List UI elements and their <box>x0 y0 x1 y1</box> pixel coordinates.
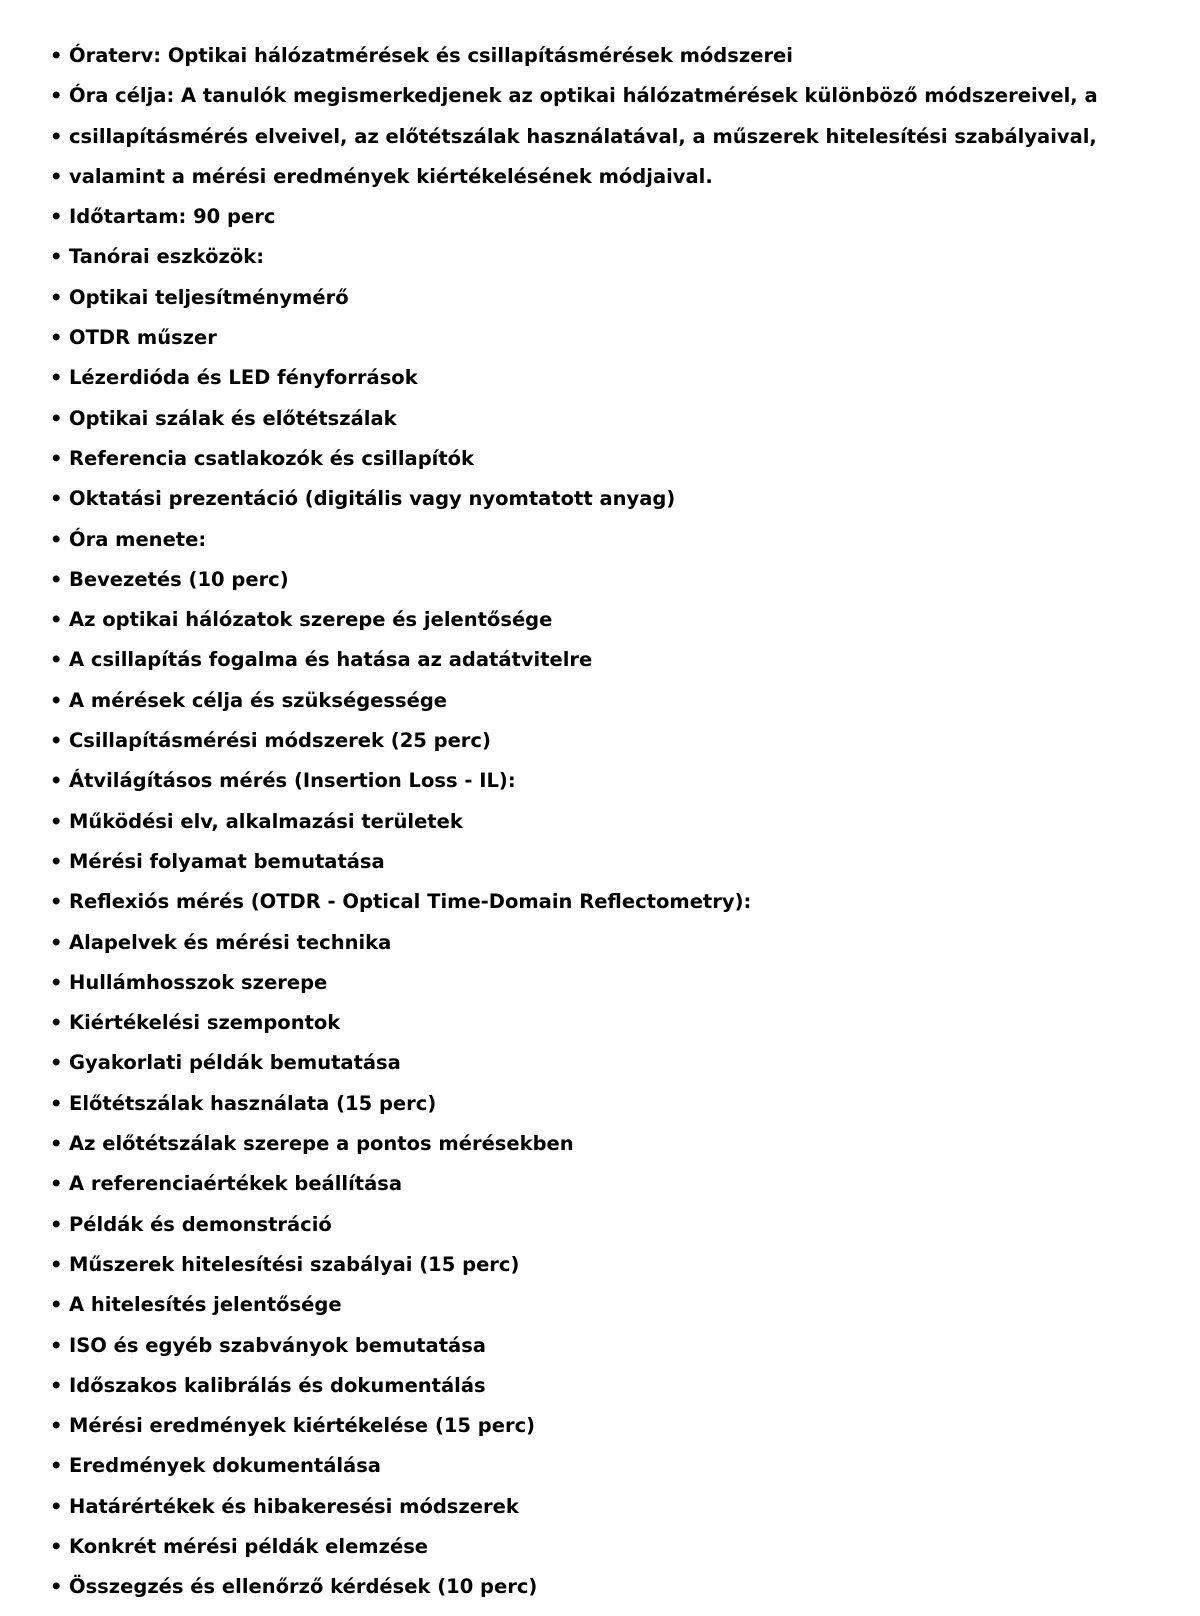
bullet-icon: • <box>50 44 63 67</box>
bullet-icon: • <box>50 406 63 430</box>
list-item <box>50 890 1180 930</box>
list-item <box>50 1051 1180 1091</box>
bullet-icon: • <box>50 84 63 108</box>
bullet-icon: • <box>50 1534 63 1558</box>
bullet-icon: • <box>50 366 63 390</box>
bullet-list <box>50 44 1180 1616</box>
list-item-text: Lézerdióda és LED fényforrások <box>69 366 418 390</box>
bullet-icon: • <box>50 1575 63 1599</box>
list-item-text: valamint a mérési eredmények kiértékelésének módjaival. <box>69 164 713 188</box>
list-item-text: csillapításmérés elveivel, az előtétszálak használatával, a műszerek hitelesítési szabályaival, <box>69 124 1097 148</box>
list-item <box>50 1414 1180 1454</box>
list-item <box>50 1132 1180 1172</box>
list-item <box>50 407 1180 447</box>
list-item <box>50 165 1180 205</box>
list-item-text: Referencia csatlakozók és csillapítók <box>69 446 475 470</box>
bullet-icon: • <box>50 1293 63 1317</box>
list-item <box>50 689 1180 729</box>
bullet-icon: • <box>50 124 63 148</box>
list-item-text: Alapelvek és mérési technika <box>69 930 392 954</box>
list-item-text: Gyakorlati példák bemutatása <box>69 1051 401 1075</box>
bullet-icon: • <box>50 1011 63 1035</box>
bullet-icon: • <box>50 326 63 350</box>
list-item <box>50 810 1180 850</box>
list-item-text: ISO és egyéb szabványok bemutatása <box>69 1333 486 1357</box>
bullet-icon: • <box>50 1414 63 1438</box>
list-item <box>50 1374 1180 1414</box>
list-item-text: Időszakos kalibrálás és dokumentálás <box>69 1373 486 1397</box>
list-item <box>50 84 1180 124</box>
list-item <box>50 931 1180 971</box>
list-item-text: Működési elv, alkalmazási területek <box>69 809 463 833</box>
list-item-text: A hitelesítés jelentősége <box>69 1293 342 1317</box>
bullet-icon: • <box>50 849 63 873</box>
bullet-icon: • <box>50 245 63 269</box>
list-item-text: Összegzés és ellenőrző kérdések (10 perc) <box>69 1575 538 1599</box>
list-item <box>50 971 1180 1011</box>
list-item <box>50 1454 1180 1494</box>
list-item <box>50 769 1180 809</box>
list-item-text: Konkrét mérési példák elemzése <box>69 1534 429 1558</box>
list-item-text: Óraterv: Optikai hálózatmérések és csillapításmérések módszerei <box>69 44 793 67</box>
bullet-icon: • <box>50 164 63 188</box>
bullet-icon: • <box>50 930 63 954</box>
bullet-icon: • <box>50 648 63 672</box>
bullet-icon: • <box>50 1252 63 1276</box>
list-item <box>50 1092 1180 1132</box>
bullet-icon: • <box>50 446 63 470</box>
list-item <box>50 1575 1180 1615</box>
list-item-text: Előtétszálak használata (15 perc) <box>69 1091 437 1115</box>
list-item <box>50 1213 1180 1253</box>
list-item-text: Határértékek és hibakeresési módszerek <box>69 1494 519 1518</box>
list-item <box>50 487 1180 527</box>
bullet-icon: • <box>50 1091 63 1115</box>
list-item-text: Az optikai hálózatok szerepe és jelentősége <box>69 608 553 632</box>
bullet-icon: • <box>50 1454 63 1478</box>
list-item <box>50 1535 1180 1575</box>
list-item-text: Optikai teljesítménymérő <box>69 285 349 309</box>
list-item <box>50 729 1180 769</box>
list-item <box>50 568 1180 608</box>
list-item-text: Eredmények dokumentálása <box>69 1454 381 1478</box>
list-item-text: Időtartam: 90 perc <box>69 205 276 229</box>
list-item-text: Mérési eredmények kiértékelése (15 perc) <box>69 1414 536 1438</box>
list-item-text: A referenciaértékek beállítása <box>69 1172 403 1196</box>
list-item-text: Hullámhosszok szerepe <box>69 970 328 994</box>
bullet-icon: • <box>50 970 63 994</box>
bullet-icon: • <box>50 1051 63 1075</box>
bullet-icon: • <box>50 1172 63 1196</box>
list-item <box>50 326 1180 366</box>
list-item <box>50 125 1180 165</box>
list-item-text: Az előtétszálak szerepe a pontos mérésekben <box>69 1132 574 1156</box>
bullet-icon: • <box>50 729 63 753</box>
list-item <box>50 447 1180 487</box>
list-item-text: Tanórai eszközök: <box>69 245 265 269</box>
list-item <box>50 1293 1180 1333</box>
list-item-text: Átvilágításos mérés (Insertion Loss - IL): <box>69 769 516 793</box>
bullet-icon: • <box>50 608 63 632</box>
list-item-text: Optikai szálak és előtétszálak <box>69 406 397 430</box>
list-item-text: Bevezetés (10 perc) <box>69 567 289 591</box>
list-item <box>50 44 1180 84</box>
list-item-text: Csillapításmérési módszerek (25 perc) <box>69 729 491 753</box>
bullet-icon: • <box>50 487 63 511</box>
bullet-icon: • <box>50 769 63 793</box>
list-item-text: Reflexiós mérés (OTDR - Optical Time-Domain Reflectometry): <box>69 890 752 914</box>
bullet-icon: • <box>50 1494 63 1518</box>
list-item-text: Példák és demonstráció <box>69 1212 332 1236</box>
list-item-text: Mérési folyamat bemutatása <box>69 849 385 873</box>
bullet-icon: • <box>50 688 63 712</box>
bullet-icon: • <box>50 1373 63 1397</box>
list-item <box>50 1011 1180 1051</box>
list-item-text: A mérések célja és szükségessége <box>69 688 448 712</box>
list-item-text: Műszerek hitelesítési szabályai (15 perc) <box>69 1252 520 1276</box>
list-item <box>50 850 1180 890</box>
bullet-icon: • <box>50 809 63 833</box>
list-item-text: Óra célja: A tanulók megismerkedjenek az optikai hálózatmérések különböző módszereivel, a <box>69 84 1098 108</box>
list-item <box>50 608 1180 648</box>
list-item <box>50 245 1180 285</box>
list-item <box>50 205 1180 245</box>
list-item <box>50 1172 1180 1212</box>
list-item-text: Kiértékelési szempontok <box>69 1011 341 1035</box>
list-item <box>50 366 1180 406</box>
list-item-text: OTDR műszer <box>69 326 217 350</box>
list-item <box>50 1334 1180 1374</box>
bullet-icon: • <box>50 285 63 309</box>
list-item-text: A csillapítás fogalma és hatása az adatátvitelre <box>69 648 593 672</box>
bullet-icon: • <box>50 1212 63 1236</box>
bullet-icon: • <box>50 890 63 914</box>
list-item <box>50 1253 1180 1293</box>
list-item-text: Óra menete: <box>69 527 207 551</box>
list-item <box>50 1495 1180 1535</box>
list-item <box>50 528 1180 568</box>
bullet-icon: • <box>50 1132 63 1156</box>
list-item-text: Oktatási prezentáció (digitális vagy nyomtatott anyag) <box>69 487 676 511</box>
bullet-icon: • <box>50 527 63 551</box>
list-item <box>50 286 1180 326</box>
bullet-icon: • <box>50 205 63 229</box>
bullet-icon: • <box>50 567 63 591</box>
list-item <box>50 648 1180 688</box>
bullet-icon: • <box>50 1333 63 1357</box>
